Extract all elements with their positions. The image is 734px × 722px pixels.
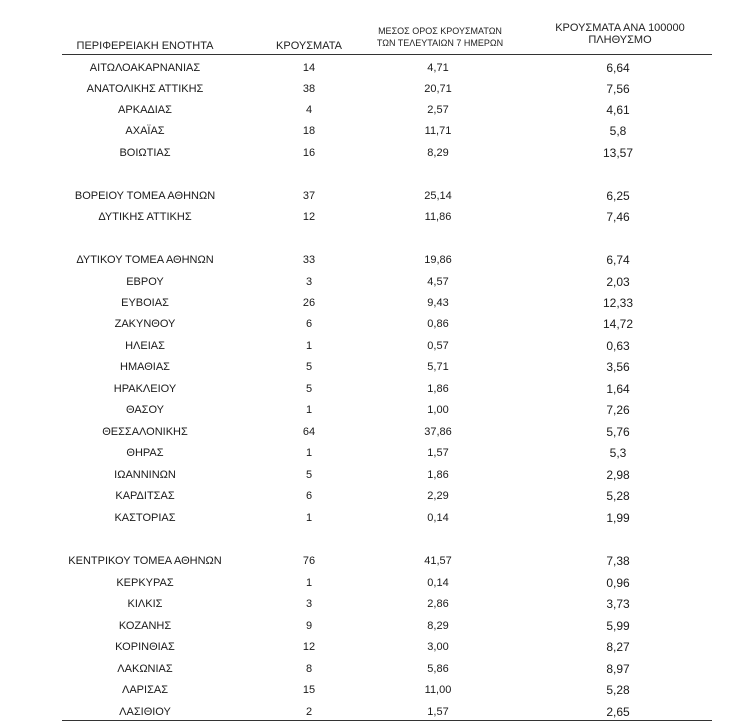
table-row [0, 552, 734, 570]
table-row [0, 444, 734, 462]
avg-7-days-value: 4,71 [427, 62, 449, 74]
region-name: ΖΑΚΥΝΘΟΥ [114, 318, 176, 330]
header-rate-line-2: ΠΛΗΘΥΣΜΟ [588, 34, 652, 46]
table-row [0, 251, 734, 269]
avg-7-days-value: 1,86 [427, 383, 449, 395]
avg-7-days-value: 2,29 [427, 490, 449, 502]
avg-7-days-value: 1,57 [427, 706, 449, 718]
avg-7-days-value: 1,86 [427, 469, 449, 481]
header-region: ΠΕΡΙΦΕΡΕΙΑΚΗ ΕΝΟΤΗΤΑ [76, 40, 214, 52]
cases-value: 1 [305, 577, 313, 589]
table-row [0, 294, 734, 312]
table-row [0, 681, 734, 699]
table-row [0, 80, 734, 98]
table-row [0, 315, 734, 333]
per-100k-value: 5,28 [606, 489, 630, 503]
avg-7-days-value: 8,29 [427, 147, 449, 159]
table-row [0, 423, 734, 441]
table-row [0, 380, 734, 398]
avg-7-days-value: 19,86 [424, 254, 452, 266]
per-100k-value: 12,33 [602, 296, 634, 310]
region-name: ΗΜΑΘΙΑΣ [120, 361, 170, 373]
per-100k-value: 5,76 [606, 425, 630, 439]
avg-7-days-value: 1,57 [427, 447, 449, 459]
avg-7-days-value: 11,86 [424, 211, 452, 223]
region-name: ΘΕΣΣΑΛΟΝΙΚΗΣ [102, 426, 188, 438]
region-name: ΑΙΤΩΛΟΑΚΑΡΝΑΝΙΑΣ [89, 62, 201, 74]
per-100k-value: 6,74 [606, 253, 630, 267]
per-100k-value: 7,46 [606, 210, 630, 224]
per-100k-value: 3,56 [606, 360, 630, 374]
bottom-divider [62, 720, 712, 721]
region-name: ΙΩΑΝΝΙΝΩΝ [114, 469, 176, 481]
header-cases: ΚΡΟΥΣΜΑΤΑ [276, 40, 342, 52]
avg-7-days-value: 2,57 [427, 104, 449, 116]
table-row [0, 466, 734, 484]
cases-value: 5 [305, 383, 313, 395]
per-100k-value: 13,57 [602, 146, 634, 160]
region-name: ΕΥΒΟΙΑΣ [121, 297, 169, 309]
region-name: ΕΒΡΟΥ [126, 276, 164, 288]
table-row [0, 187, 734, 205]
table-row [0, 595, 734, 613]
per-100k-value: 1,64 [606, 382, 630, 396]
region-name: ΚΙΛΚΙΣ [127, 598, 163, 610]
avg-7-days-value: 2,86 [427, 598, 449, 610]
region-name: ΛΑΚΩΝΙΑΣ [117, 663, 173, 675]
per-100k-value: 6,25 [606, 189, 630, 203]
avg-7-days-value: 0,57 [427, 340, 449, 352]
cases-value: 8 [305, 663, 313, 675]
table-row [0, 144, 734, 162]
region-name: ΚΕΝΤΡΙΚΟΥ ΤΟΜΕΑ ΑΘΗΝΩΝ [68, 555, 222, 567]
per-100k-value: 2,65 [606, 705, 630, 719]
avg-7-days-value: 3,00 [427, 641, 449, 653]
per-100k-value: 5,99 [606, 619, 630, 633]
per-100k-value: 7,26 [606, 403, 630, 417]
cases-value: 18 [302, 125, 316, 137]
cases-value: 6 [305, 318, 313, 330]
per-100k-value: 2,03 [606, 275, 630, 289]
avg-7-days-value: 5,71 [427, 361, 449, 373]
table-row [0, 401, 734, 419]
cases-value: 9 [305, 620, 313, 632]
cases-value: 1 [305, 404, 313, 416]
region-name: ΒΟΙΩΤΙΑΣ [119, 147, 171, 159]
per-100k-value: 2,98 [606, 468, 630, 482]
table-row [0, 703, 734, 721]
cases-value: 12 [302, 211, 316, 223]
header-avg-7-days [377, 25, 503, 49]
avg-7-days-value: 0,14 [427, 512, 449, 524]
table-row [0, 358, 734, 376]
per-100k-value: 14,72 [602, 317, 634, 331]
header-rate-line-1: ΚΡΟΥΣΜΑΤΑ ΑΝΑ 100000 [555, 22, 685, 34]
region-name: ΔΥΤΙΚΗΣ ΑΤΤΙΚΗΣ [98, 211, 192, 223]
region-name: ΔΥΤΙΚΟΥ ΤΟΜΕΑ ΑΘΗΝΩΝ [76, 254, 214, 266]
region-name: ΚΕΡΚΥΡΑΣ [116, 577, 174, 589]
avg-7-days-value: 25,14 [424, 190, 452, 202]
cases-value: 5 [305, 361, 313, 373]
region-name: ΛΑΡΙΣΑΣ [121, 684, 169, 696]
cases-value: 76 [302, 555, 316, 567]
table-row [0, 638, 734, 656]
cases-value: 3 [305, 276, 313, 288]
cases-value: 16 [302, 147, 316, 159]
region-name: ΚΑΡΔΙΤΣΑΣ [115, 490, 175, 502]
table-row [0, 487, 734, 505]
per-100k-value: 1,99 [606, 511, 630, 525]
region-name: ΒΟΡΕΙΟΥ ΤΟΜΕΑ ΑΘΗΝΩΝ [74, 190, 216, 202]
avg-7-days-value: 20,71 [424, 83, 452, 95]
cases-value: 33 [302, 254, 316, 266]
header-avg-line-1: ΜΕΣΟΣ ΟΡΟΣ ΚΡΟΥΣΜΑΤΩΝ [378, 26, 502, 36]
region-name: ΘΑΣΟΥ [125, 404, 165, 416]
cases-value: 2 [305, 706, 313, 718]
avg-7-days-value: 9,43 [427, 297, 449, 309]
region-name: ΚΟΡΙΝΘΙΑΣ [115, 641, 175, 653]
region-name: ΚΑΣΤΟΡΙΑΣ [114, 512, 176, 524]
avg-7-days-value: 1,00 [427, 404, 449, 416]
per-100k-value: 4,61 [606, 103, 630, 117]
avg-7-days-value: 4,57 [427, 276, 449, 288]
region-name: ΘΗΡΑΣ [126, 447, 164, 459]
avg-7-days-value: 11,00 [424, 684, 452, 696]
cases-value: 26 [302, 297, 316, 309]
avg-7-days-value: 41,57 [424, 555, 452, 567]
per-100k-value: 7,56 [606, 82, 630, 96]
table-row [0, 617, 734, 635]
table-row [0, 59, 734, 77]
region-name: ΑΝΑΤΟΛΙΚΗΣ ΑΤΤΙΚΗΣ [86, 83, 204, 95]
cases-value: 14 [302, 62, 316, 74]
cases-value: 37 [302, 190, 316, 202]
per-100k-value: 0,63 [606, 339, 630, 353]
region-name: ΛΑΣΙΘΙΟΥ [119, 706, 171, 718]
table-row [0, 660, 734, 678]
table-row [0, 574, 734, 592]
avg-7-days-value: 0,14 [427, 577, 449, 589]
table-row [0, 122, 734, 140]
per-100k-value: 6,64 [606, 61, 630, 75]
per-100k-value: 5,8 [609, 124, 627, 138]
cases-value: 1 [305, 512, 313, 524]
header-per-100k [555, 22, 685, 46]
per-100k-value: 0,96 [606, 576, 630, 590]
cases-value: 1 [305, 447, 313, 459]
avg-7-days-value: 5,86 [427, 663, 449, 675]
cases-value: 12 [302, 641, 316, 653]
region-name: ΑΡΚΑΔΙΑΣ [118, 104, 172, 116]
region-name: ΗΡΑΚΛΕΙΟΥ [113, 383, 177, 395]
cases-value: 64 [302, 426, 316, 438]
cases-value: 3 [305, 598, 313, 610]
per-100k-value: 3,73 [606, 597, 630, 611]
per-100k-value: 7,38 [606, 554, 630, 568]
cases-value: 15 [302, 684, 316, 696]
per-100k-value: 5,3 [609, 446, 627, 460]
cases-value: 5 [305, 469, 313, 481]
avg-7-days-value: 11,71 [424, 125, 452, 137]
avg-7-days-value: 37,86 [424, 426, 452, 438]
region-name: ΚΟΖΑΝΗΣ [118, 620, 172, 632]
header-divider [62, 54, 712, 55]
table-row [0, 101, 734, 119]
table-row [0, 337, 734, 355]
cases-value: 1 [305, 340, 313, 352]
header-avg-line-2: ΤΩΝ ΤΕΛΕΥΤΑΙΩΝ 7 ΗΜΕΡΩΝ [376, 38, 504, 48]
avg-7-days-value: 8,29 [427, 620, 449, 632]
per-100k-value: 8,27 [606, 640, 630, 654]
cases-value: 4 [305, 104, 313, 116]
per-100k-value: 5,28 [606, 683, 630, 697]
cases-value: 38 [302, 83, 316, 95]
per-100k-value: 8,97 [606, 662, 630, 676]
table-row [0, 509, 734, 527]
table-row [0, 208, 734, 226]
table-row [0, 273, 734, 291]
cases-value: 6 [305, 490, 313, 502]
avg-7-days-value: 0,86 [427, 318, 449, 330]
region-name: ΗΛΕΙΑΣ [125, 340, 165, 352]
region-name: ΑΧΑΪΑΣ [125, 125, 165, 137]
